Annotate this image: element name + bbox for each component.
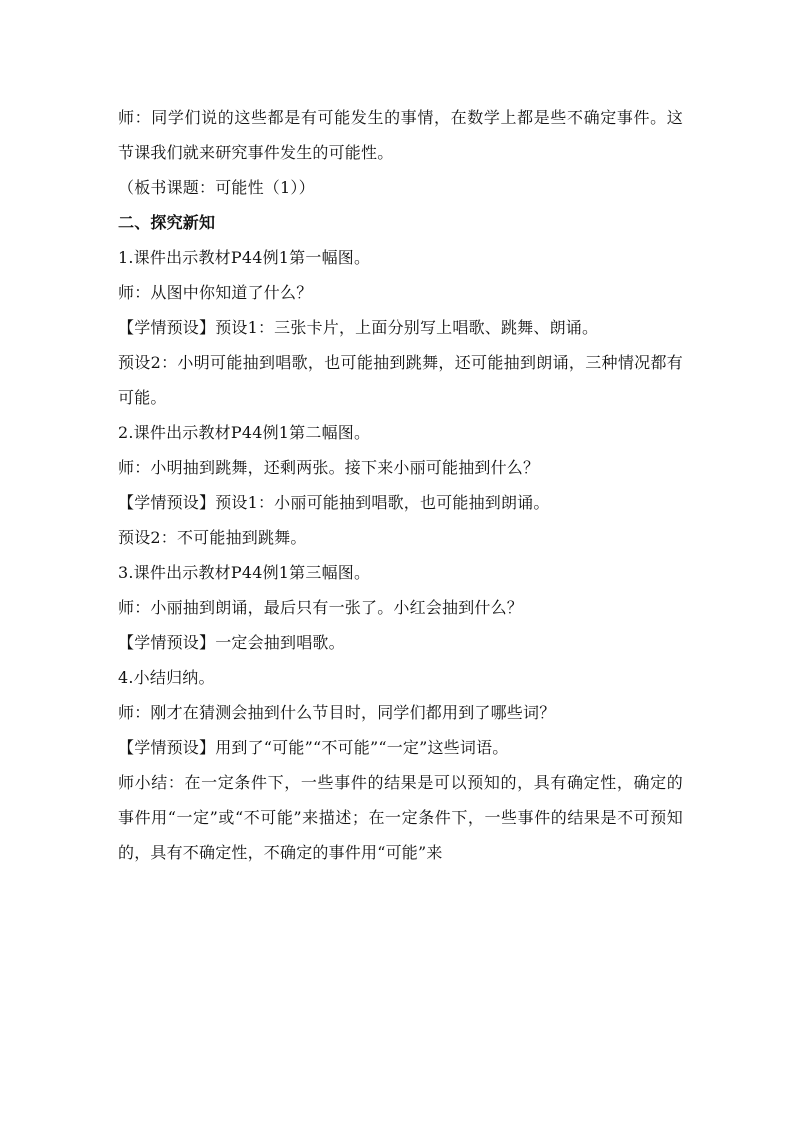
paragraph-teacher-question-3: 师：小丽抽到朗诵，最后只有一张了。小红会抽到什么？ bbox=[118, 598, 524, 617]
paragraph-step-4: 4.小结归纳。 bbox=[118, 668, 215, 687]
paragraph-preset-2a: 【学情预设】预设1：小丽可能抽到唱歌，也可能抽到朗诵。 bbox=[118, 493, 550, 512]
paragraph-board-title: （板书课题：可能性（1）） bbox=[118, 178, 315, 197]
paragraph-preset-4: 【学情预设】用到了“可能”“不可能”“一定”这些词语。 bbox=[118, 738, 509, 757]
paragraph-preset-3: 【学情预设】一定会抽到唱歌。 bbox=[118, 633, 345, 652]
paragraph-teacher-summary: 师小结：在一定条件下，一些事件的结果是可以预知的，具有确定性，确定的事件用“一定”或“不可能”来描述；在一定条件下，一些事件的结果是不可预知的，具有不确定性，不确定的事件用“可能”来 bbox=[118, 773, 683, 862]
paragraph-step-3: 3.课件出示教材P44例1第三幅图。 bbox=[118, 563, 371, 582]
paragraph-step-2: 2.课件出示教材P44例1第二幅图。 bbox=[118, 423, 371, 442]
paragraph-preset-2b: 预设2：不可能抽到跳舞。 bbox=[118, 528, 307, 547]
paragraph-teacher-question-1: 师：从图中你知道了什么？ bbox=[118, 283, 313, 302]
paragraph-preset-1a: 【学情预设】预设1：三张卡片，上面分别写上唱歌、跳舞、朗诵。 bbox=[118, 318, 599, 337]
paragraph-teacher-intro: 师：同学们说的这些都是有可能发生的事情，在数学上都是些不确定事件。这节课我们就来研究事件发生的可能性。 bbox=[118, 108, 683, 162]
paragraph-teacher-question-2: 师：小明抽到跳舞，还剩两张。接下来小丽可能抽到什么？ bbox=[118, 458, 540, 477]
section-heading-explore: 二、探究新知 bbox=[118, 213, 216, 232]
document-body bbox=[118, 100, 683, 870]
paragraph-preset-1b: 预设2：小明可能抽到唱歌，也可能抽到跳舞，还可能抽到朗诵，三种情况都有可能。 bbox=[118, 353, 683, 407]
paragraph-teacher-question-4: 师：刚才在猜测会抽到什么节目时，同学们都用到了哪些词？ bbox=[118, 703, 556, 722]
paragraph-step-1: 1.课件出示教材P44例1第一幅图。 bbox=[118, 248, 371, 267]
